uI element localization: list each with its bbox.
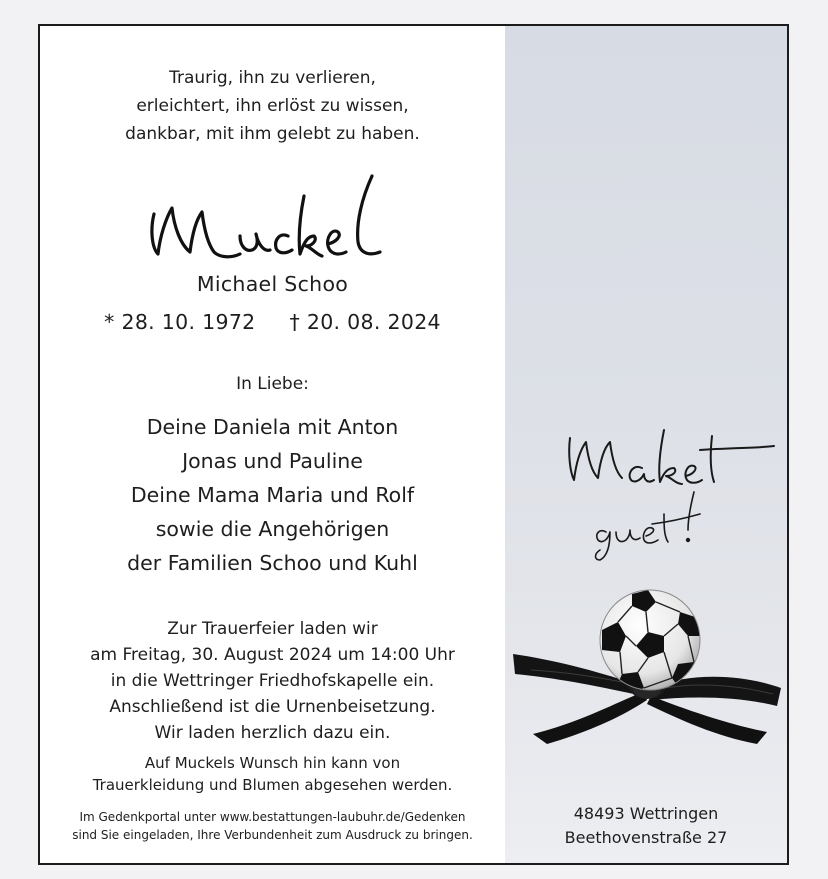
image-panel [505, 26, 787, 863]
handwriting-drawing [560, 414, 780, 564]
quote-line: Traurig, ihn zu verlieren, [169, 68, 376, 88]
ceremony-info [40, 616, 505, 746]
family-line: der Familien Schoo und Kuhl [127, 551, 418, 575]
wish-line: Auf Muckels Wunsch hin kann von [144, 754, 401, 772]
ceremony-line: in die Wettringer Friedhofskapelle ein. [110, 671, 435, 691]
ceremony-line: Wir laden herzlich dazu ein. [154, 723, 391, 743]
address-city: 48493 Wettringen [573, 804, 719, 823]
quote-line: erleichtert, ihn erlöst zu wissen, [136, 96, 409, 116]
signature-drawing [140, 166, 400, 266]
birth-date: * 28. 10. 1972 [104, 310, 256, 334]
family-line: Deine Daniela mit Anton [146, 415, 399, 439]
opening-quote [40, 64, 505, 148]
family-list [40, 410, 505, 580]
family-line: sowie die Angehörigen [155, 517, 390, 541]
family-line: Jonas und Pauline [182, 449, 363, 473]
family-line: Deine Mama Maria und Rolf [130, 483, 415, 507]
life-dates [40, 310, 505, 334]
obituary-notice [38, 24, 789, 865]
address-block [505, 802, 787, 850]
full-name: Michael Schoo [196, 272, 349, 296]
portal-line: Im Gedenkportal unter www.bestattungen-laubuhr.de/Gedenken [79, 810, 466, 824]
ceremony-line: Zur Trauerfeier laden wir [167, 619, 378, 639]
memorial-portal-note [40, 808, 505, 844]
portal-line: sind Sie eingeladen, Ihre Verbundenheit zum Ausdruck zu bringen. [72, 828, 473, 842]
handwritten-message [560, 414, 780, 564]
nickname-signature [140, 166, 400, 266]
in-love-label: In Liebe: [236, 374, 309, 394]
ceremony-line: am Freitag, 30. August 2024 um 14:00 Uhr [90, 645, 455, 665]
soccer-ball-icon [598, 588, 702, 692]
address-street: Beethovenstraße 27 [564, 828, 728, 847]
football-with-ribbon [505, 588, 789, 748]
death-date: † 20. 08. 2024 [289, 310, 441, 334]
text-column [40, 26, 505, 863]
wish-note [40, 752, 505, 796]
quote-line: dankbar, mit ihm gelebt zu haben. [125, 124, 420, 144]
wish-line: Trauerkleidung und Blumen abgesehen werden. [92, 776, 453, 794]
ceremony-line: Anschließend ist die Urnenbeisetzung. [109, 697, 436, 717]
